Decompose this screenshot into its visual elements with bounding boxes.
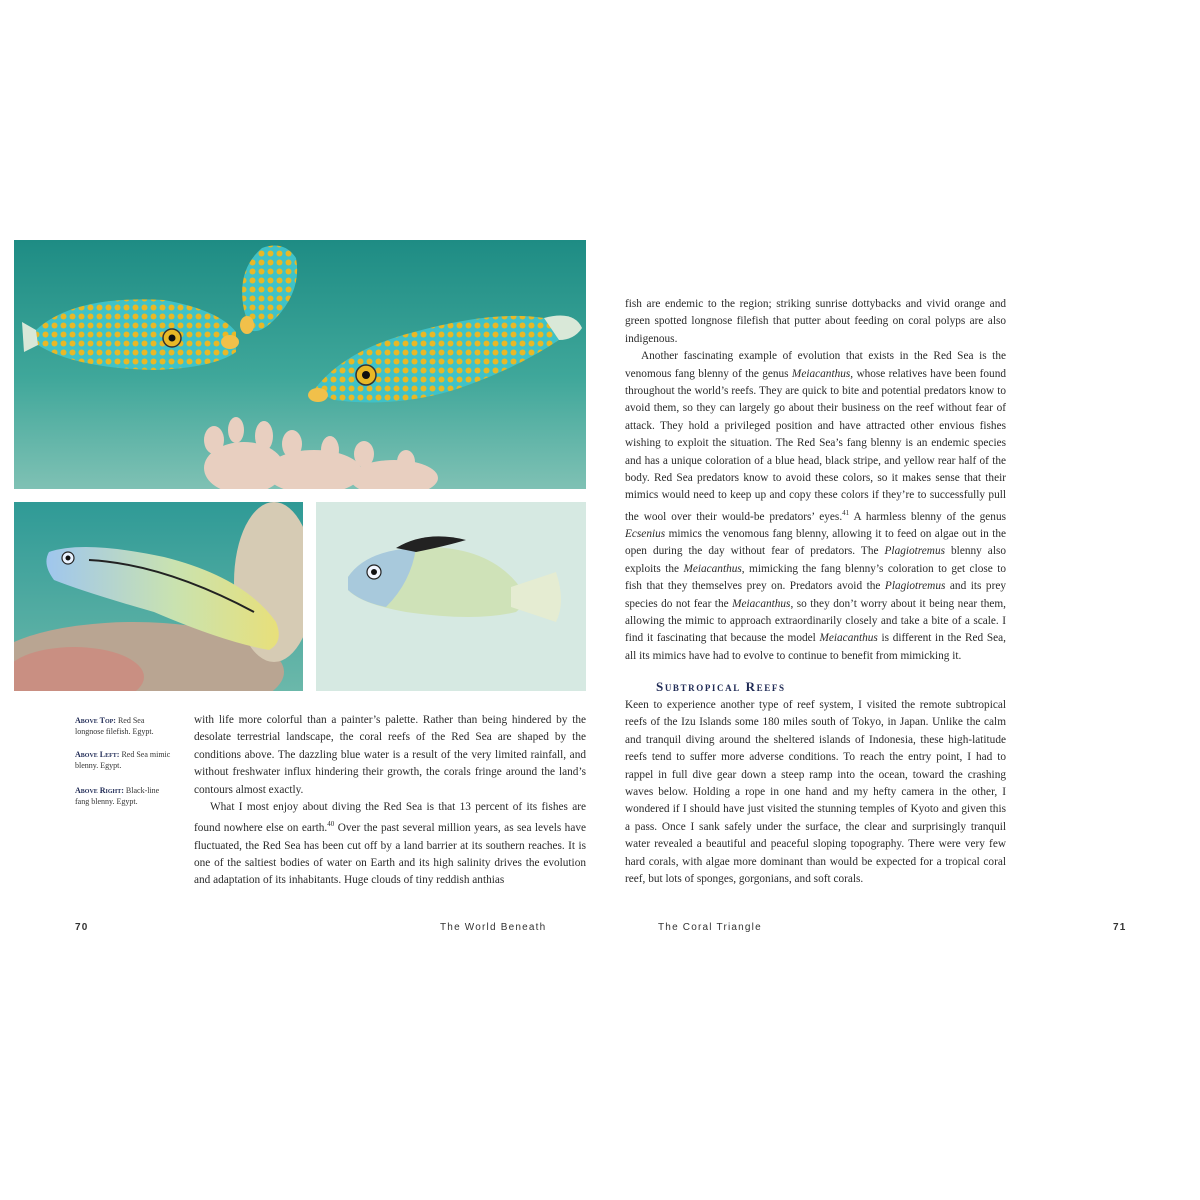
page-number-left: 70 [75, 922, 89, 933]
text-run: Over the past several million years, as sea levels have fluctuated, the Red Sea has been cut off by a land barrier at its southern reaches. It is one of the saltiest bodies of water on Earth and its high salinity drives the evolution and adaptation of its inhabitants. Huge clouds of tiny reddish anthias [194, 822, 587, 887]
text-run: and its prey species do not fear the [625, 580, 1006, 610]
genus-name: Meiacanthus [819, 632, 878, 645]
genus-name: Plagiotremus [884, 545, 945, 558]
paragraph [625, 348, 1006, 665]
text-run: is different in the Red Sea, all its mimics have had to evolve to continue to benefit from mimicking it. [625, 632, 1006, 662]
paragraph: Keen to experience another type of reef system, I visited the remote subtropical reefs of the Izu Islands some 180 miles south of Tokyo, in Japan. Unlike the calm and tranquil diving around the sheltered islands of Indonesia, these high-latitude reefs tend to suffer more adverse conditions. To reach the entry point, I had to rappel in full dive gear down a steep ramp into the ocean, toward the crashing waves below. Holding a rope in one hand and my hefty camera in the other, I wondered if I should have just visited the stunning temples of Kyoto and given this a pass. Once I sank safely under the surface, the clear and surprisingly tranquil water revealed a beautiful and peaceful sloping topography. There were very few hard corals, with algae more dominant than would be expected for a tropical coral reef, but lots of sponges, gorgonians, and soft corals. [625, 699, 1006, 886]
text-run: Another fascinating example of evolution that exists in the Red Sea is the venomous fang blenny of the genus [625, 350, 1006, 380]
paragraph [194, 799, 586, 890]
text-run: blenny also exploits the [625, 545, 1007, 575]
section-heading: Subtropical Reefs [656, 679, 786, 694]
photo-longnose-filefish [14, 240, 586, 489]
caption-text: Red Sea mimic blenny. Egypt. [75, 750, 171, 770]
text-run: , mimicking the fang blenny’s coloration to get close to fish that they themselves prey on. Predators avoid the [625, 562, 1006, 593]
caption-lead: Above Top: [75, 716, 116, 725]
text-run: mimics the venomous fang blenny, allowing it to feed on algae out in the open during the day without fear of predators. The [625, 528, 1006, 558]
caption-text: Red Sea longnose filefish. Egypt. [75, 716, 154, 736]
paragraph: fish are endemic to the region; striking sunrise dottybacks and vivid orange and green spotted longnose filefish that putter about feeding on coral polyps are also indigenous. [625, 298, 1006, 345]
text-run: whose relatives have been found throughout the world’s reefs. They are quick to bite and potential predators know to avoid them, so they can largely go about their business on the reef without fear of attack. They hold a privileged position and have attracted other envious fishes wishing to exploit the situation. The Red Sea’s fang blenny is an endemic species and has a unique coloration of a blue head, black stripe, and yellow rear half of the body. Red Sea predators know to avoid these colors, so it makes sense that their mimics would need to keep up and copy these colors if they’re to successfully pull the wool over their would-be predators’ eyes. [625, 367, 1006, 523]
caption-text: Black-line fang blenny. Egypt. [75, 786, 160, 806]
caption-above-left [75, 750, 175, 771]
subsection-body [625, 697, 1006, 888]
photo-mimic-blenny [14, 502, 303, 691]
caption-above-right [75, 786, 175, 807]
paragraph: with life more colorful than a painter’s palette. Rather than being hindered by the desolate terrestrial landscape, the coral reefs of the Red Sea are shaped by the conditions above. The dazzling blue water is a result of the very limited rainfall, and without freshwater influx hindering their growth, the corals fringe around the land’s contours almost exactly. [194, 714, 586, 796]
running-head-right: The Coral Triangle [658, 922, 762, 933]
photo-fang-blenny [316, 502, 586, 691]
caption-above-top [75, 716, 175, 737]
page-number-right: 71 [1113, 922, 1127, 933]
genus-name: Ecsenius [625, 528, 666, 541]
endnote-ref[interactable]: 41 [842, 508, 850, 517]
genus-name: Meiacanthus [732, 597, 791, 610]
text-run: What I most enjoy about diving the Red Sea is that 13 percent of its fishes are found nowhere else on earth. [194, 801, 586, 835]
caption-lead: Above Left: [75, 750, 120, 759]
genus-name: Meiacanthus [683, 562, 742, 575]
genus-name: Plagiotremus [884, 580, 946, 593]
endnote-ref[interactable]: 40 [327, 820, 335, 829]
right-page-body [625, 296, 1006, 665]
text-run: A harmless blenny of the genus [849, 510, 1006, 523]
caption-lead: Above Right: [75, 786, 124, 795]
genus-name: Meiacanthus, [791, 367, 854, 380]
left-page-body [194, 712, 586, 890]
text-run: , so they don’t worry about it being near them, allowing the mimic to approach extraordinarily closely and take a bite of a scale. I find it fascinating that because the model [625, 597, 1006, 645]
running-head-left: The World Beneath [440, 922, 547, 933]
